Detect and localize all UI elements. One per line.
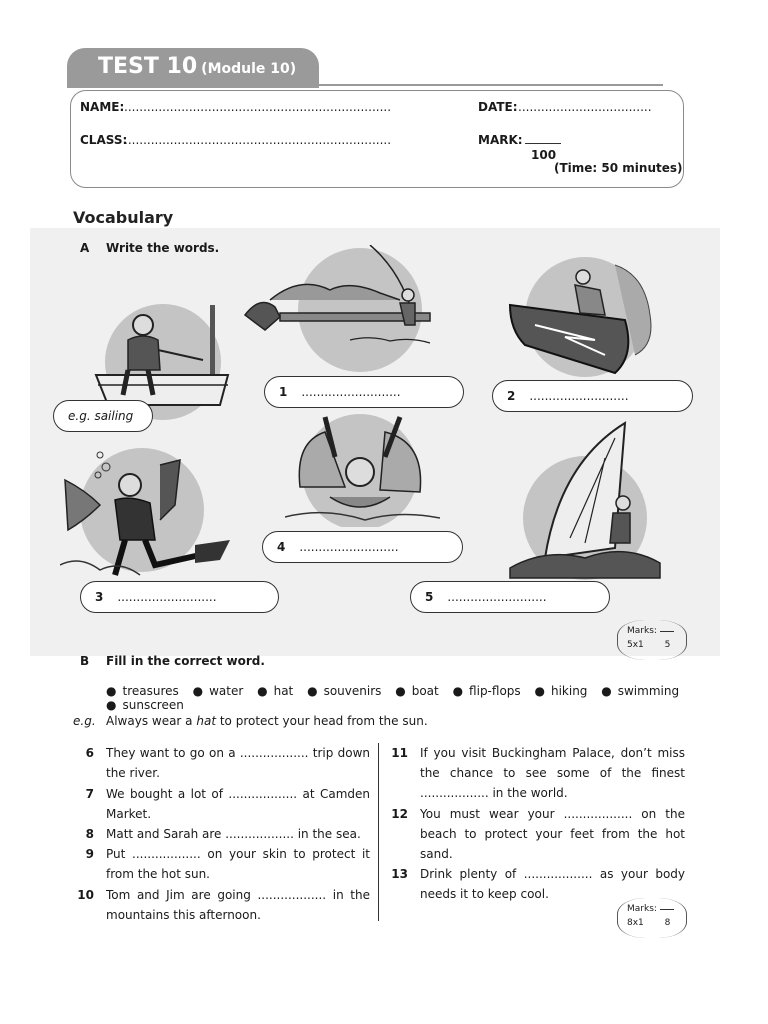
- word-bank-item: treasures: [122, 684, 179, 698]
- question-10[interactable]: Tom and Jim are going .................. in the mountains this afternoon.: [106, 888, 370, 922]
- column-divider: [378, 743, 379, 921]
- question-13[interactable]: Drink plenty of .................. as your body needs it to keep cool.: [420, 867, 685, 901]
- question-7[interactable]: We bought a lot of .................. at Camden Market.: [106, 787, 370, 821]
- example-answer-b: hat: [196, 714, 217, 728]
- word-bank-item: sunscreen: [122, 698, 184, 712]
- diving-illustration: [60, 445, 235, 585]
- answer-pill-2[interactable]: 2 ..........................: [492, 380, 693, 412]
- section-title-vocabulary: Vocabulary: [73, 208, 174, 227]
- example-answer-pill: [53, 400, 153, 432]
- answer-pill-4[interactable]: 4 ..........................: [262, 531, 463, 563]
- word-bank-item: boat: [411, 684, 439, 698]
- answer-pill-3[interactable]: 3 ..........................: [80, 581, 279, 613]
- mark-label: MARK:: [478, 133, 523, 147]
- name-field[interactable]: ......................................................................: [124, 100, 392, 114]
- part-b-instruction: Fill in the correct word.: [106, 654, 265, 668]
- word-bank-item: hat: [273, 684, 294, 698]
- example-answer: e.g. sailing: [68, 409, 134, 423]
- example-sentence-b: Always wear a hat to protect your head from the sun.: [106, 714, 428, 728]
- marks-b: Marks: 8x1 8: [627, 902, 674, 930]
- module-label: (Module 10): [201, 61, 297, 77]
- windsurfing-illustration: [505, 418, 665, 583]
- word-bank-item: hiking: [550, 684, 588, 698]
- part-a-instruction: Write the words.: [106, 241, 220, 255]
- answer-pill-5[interactable]: 5 ..........................: [410, 581, 610, 613]
- mark-fraction-line: [525, 143, 561, 144]
- example-label-b: e.g.: [73, 714, 96, 728]
- question-9[interactable]: Put .................. on your skin to protect it from the hot sun.: [106, 847, 370, 881]
- date-label: DATE:: [478, 100, 518, 114]
- mark-total: 100: [531, 148, 557, 162]
- word-bank-item: flip-flops: [469, 684, 521, 698]
- part-b-letter: B: [80, 654, 90, 668]
- marks-a: Marks: 5x1 5: [627, 624, 674, 652]
- water-slide-illustration: [285, 412, 440, 527]
- name-label: NAME:: [80, 100, 125, 114]
- class-field[interactable]: ......................................................................: [124, 133, 392, 147]
- word-bank-item: swimming: [617, 684, 680, 698]
- test-title: TEST 10 (Module 10): [98, 54, 297, 79]
- answer-pill-1[interactable]: 1 ..........................: [264, 376, 464, 408]
- fishing-illustration: [240, 245, 440, 375]
- question-8[interactable]: Matt and Sarah are .................. in the sea.: [106, 827, 361, 841]
- question-6[interactable]: They want to go on a .................. trip down the river.: [106, 746, 370, 780]
- question-11[interactable]: If you visit Buckingham Palace, don’t miss the chance to see some of the finest .................. in the world.: [420, 746, 685, 800]
- word-bank-item: water: [209, 684, 244, 698]
- jet-ski-illustration: [505, 255, 665, 380]
- class-label: CLASS:: [80, 133, 128, 147]
- time-label: (Time: 50 minutes): [554, 161, 683, 175]
- date-field[interactable]: ...................................: [518, 100, 652, 114]
- question-12[interactable]: You must wear your .................. on the beach to protect your feet from the hot sand.: [420, 807, 685, 861]
- word-bank-item: souvenirs: [323, 684, 382, 698]
- word-bank: ● treasures ● water ● hat ● souvenirs ● boat ● flip-flops ● hiking ● swimming ● sunscreen: [106, 684, 680, 712]
- part-a-letter: A: [80, 241, 90, 255]
- header-rule: [67, 84, 663, 86]
